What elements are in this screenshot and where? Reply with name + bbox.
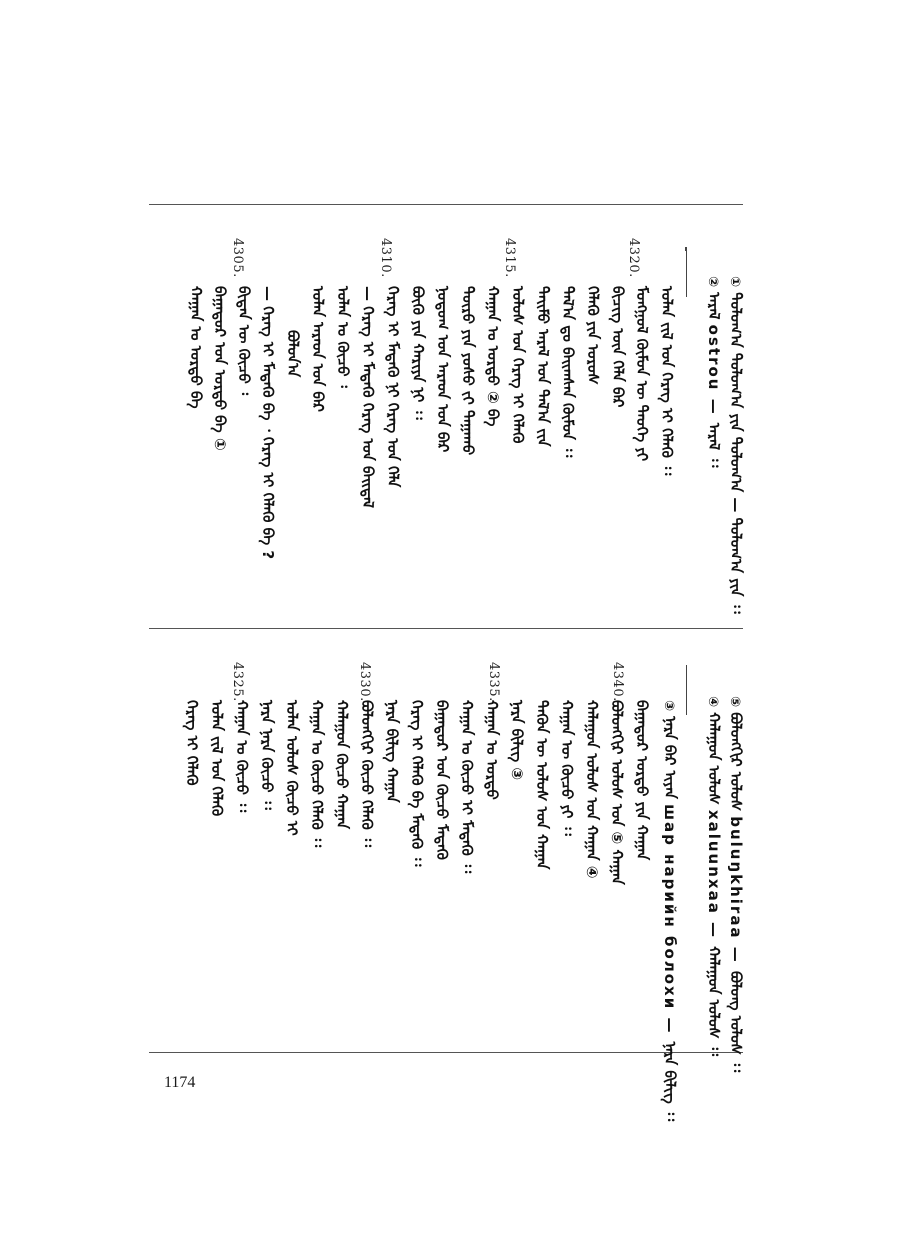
verse-line: ᠨᠠᠷᠠ ᠪᠢᠯᠢᠭ ③ xyxy=(508,700,526,781)
verse-line: ᠬᠠᠭᠠᠨ ᠦ ᠬᠦᠴᠦ ᠶᠢ ᠄᠄ xyxy=(558,700,576,836)
verse-line: ᠬᠠᠯᠠᠭᠤᠨ ᠤᠯᠤᠰ ᠤᠨ ᠬᠠᠭᠠᠨ ④ xyxy=(583,700,601,879)
top-footnote-rule xyxy=(686,247,689,297)
verse-line: ᠣᠯᠠᠨ ᠵᠢᠯ ᠤᠨ ᠬᠡᠷᠡᠭ ᠢ ᠬᠡᠯᠡᠬᠦ ᠄᠄ xyxy=(658,286,676,476)
verse-line: ᠣᠯᠠᠨ ᠤᠯᠤᠰ ᠬᠦᠴᠦ ᠢ xyxy=(283,700,301,836)
verse-line: ᠲᠠᠯ᠎ᠠ ᠳᠤ ᠪᠠᠢᠭᠰᠠᠨ ᠬᠦᠮᠦᠨ ᠄᠄ xyxy=(559,286,577,458)
verse-line: ᠣᠯᠠᠨ ᠵᠢᠯ ᠤᠨ ᠬᠡᠯᠡᠬᠦ xyxy=(208,700,226,817)
verse-line: ᠬᠡᠷᠡᠭ ᠢ ᠬᠡᠯᠡᠬᠦ xyxy=(183,700,201,786)
top-footnote-2: ② ᠠᠷᠠᠯ ostrou — ᠠᠷᠠᠯ ᠄᠄ xyxy=(705,276,723,468)
line-number: 4330. xyxy=(357,662,372,702)
verse-line: ᠣᠯᠠᠨ ᠠᠷᠠᠳ ᠤᠨ ᠪᠠᠷ xyxy=(309,286,327,412)
top-footnote-1: ① ᠲᠣᠯᠣᠭ᠎ᠠ ᠲᠣᠯᠣᠭ᠎ᠠ ᠶᠢᠨ ᠲᠣᠯᠣᠭ᠎ᠠ — ᠲᠣᠯᠣᠭ᠎ᠠ ᠶᠢᠨ ᠄᠄ xyxy=(727,276,745,614)
verse-line: ᠬᠠᠭᠠᠨ ᠤ ᠣᠷᠳᠣ ② ᠪᠠ xyxy=(484,286,502,427)
verse-line: ᠪᠤᠯᠤᠩᠬᠢᠷ ᠬᠦᠴᠦ ᠬᠡᠯᠡᠬᠦ ᠄᠄ xyxy=(358,700,376,848)
verse-line: ᠪᠣᠯᠤᠨ᠎ᠠ xyxy=(284,330,302,378)
verse-line: ᠬᠠᠭᠠᠨ ᠤ ᠬᠦᠴᠦ ᠄᠄ xyxy=(233,700,251,813)
verse-line: ᠬᠠᠭᠠᠨ ᠤ ᠣᠷᠳᠣ ᠪᠠ xyxy=(187,286,205,409)
verse-line: ᠬᠠᠭᠠᠨ ᠤ ᠬᠦᠴᠦ ᠬᠡᠯᠡᠬᠦ ᠄᠄ xyxy=(308,700,326,848)
verse-line: ᠬᠡᠯᠡᠬᠦ ᠶᠢᠨ ᠤᠷᠤᠰ xyxy=(584,286,602,385)
bottom-footnote-5: ⑤ ᠪᠤᠯᠤᠩᠬᠢᠷ ᠤᠯᠤᠰ buluŋkhiraa — ᠪᠤᠯᠤᠩ ᠤᠯᠤᠰ ᠄᠄ xyxy=(727,696,745,1073)
verse-line: ᠨᠠᠷᠠ ᠪᠢᠯᠢᠭ ᠬᠠᠭᠠᠨ xyxy=(383,700,401,803)
verse-line: ᠪᠠᠭᠠᠲᠤᠷ ᠤᠨ ᠣᠷᠳᠣ ᠪᠠ ① xyxy=(211,286,229,451)
verse-line: — ᠬᠡᠷᠡᠭ ᠢ ᠮᠡᠳᠡᠬᠦ ᠬᠡᠷᠡᠭ ᠤᠨ ᠪᠠᠢᠳᠠᠯ xyxy=(359,286,377,508)
verse-line: — ᠬᠡᠷᠡᠭ ᠢ ᠮᠡᠳᠡᠬᠦ ᠪᠠ ᠂ ᠬᠡᠷᠡᠭ ᠢ ᠬᠡᠯᠡᠬᠦ ᠪᠠ ? xyxy=(259,286,277,560)
verse-line: ᠪᠢᠴᠢᠭ ᠦᠨ ᠬᠡᠯᠡ ᠪᠡᠷ xyxy=(609,286,627,408)
verse-line: ᠬᠡᠷᠡᠭ ᠢ ᠬᠡᠯᠡᠬᠦ ᠪᠠ ᠮᠡᠳᠡᠬᠦ ᠄᠄ xyxy=(408,700,426,867)
verse-line: ᠪᠢᠳᠡᠨ ᠦ ᠬᠦᠴᠦ ᠄ xyxy=(235,286,253,396)
verse-line: ᠣᠯᠠᠨ ᠤ ᠬᠦᠴᠦ ᠄ xyxy=(334,286,352,388)
line-number: 4305. xyxy=(230,238,245,278)
bottom-rule xyxy=(149,1052,743,1053)
verse-line: ᠨᠤᠲᠤᠭ ᠤᠨ ᠠᠷᠠᠳ ᠤᠨ ᠪᠠᠷ xyxy=(434,286,452,453)
verse-line: ᠬᠠᠭᠠᠨ ᠤ ᠣᠷᠳᠣ xyxy=(483,700,501,800)
top-rule xyxy=(149,204,743,205)
line-number: 4325. xyxy=(230,662,245,702)
verse-line: ᠬᠠᠯᠠᠭᠤᠨ ᠬᠦᠴᠦ ᠬᠠᠭᠠᠨ xyxy=(333,700,351,829)
verse-line: ᠪᠠᠭᠠᠲᠤᠷ ᠤᠨ ᠬᠦᠴᠦ ᠮᠡᠳᠡᠬᠦ xyxy=(433,700,451,860)
verse-line: ᠪᠦᠬᠦ ᠶᠢᠨ ᠬᠠᠷᠢᠶᠠ ᠨᠢ ᠄᠄ xyxy=(409,286,427,420)
line-number: 4320. xyxy=(626,238,641,278)
verse-line: ᠲᠠᠢᠮᠤ ᠠᠷᠠᠯ ᠤᠨ ᠲᠠᠯ᠎ᠠ ᠵᠢᠨ xyxy=(534,286,552,447)
bottom-footnote-3: ③ ᠨᠠᠷᠠ ᠪᠠᠷ ᠢᠶᠠᠨ шар нарийн болохи — ᠨᠠᠷᠠ ᠪᠢᠯᠢᠭ ᠄᠄ xyxy=(661,700,679,1122)
line-number: 4310. xyxy=(378,238,393,278)
verse-line: ᠨᠠᠷᠠ ᠨᠠᠷᠠ ᠬᠦᠴᠦ ᠄᠄ xyxy=(258,700,276,810)
verse-line: ᠬᠡᠷᠡᠭ ᠢ ᠮᠡᠳᠡᠬᠦ ᠨᠢ ᠬᠡᠷᠡᠭ ᠤᠨ ᠬᠡᠯᠡ xyxy=(384,286,402,488)
middle-rule xyxy=(149,628,743,629)
verse-line: ᠪᠤᠯᠤᠩᠬᠢᠷ ᠤᠯᠤᠰ ᠤᠨ ⑤ ᠬᠠᠭᠠᠨ xyxy=(608,700,626,885)
verse-line: ᠲᠡᠭᠦᠨ ᠦ ᠤᠯᠤᠰ ᠤᠨ ᠬᠠᠭᠠᠨ xyxy=(533,700,551,870)
line-number: 4335. xyxy=(486,662,501,702)
verse-line: ᠮᠣᠩᠭᠣᠯ ᠬᠦᠮᠦᠨ ᠦ ᠲᠡᠦᠬᠡ ᠶᠢ xyxy=(633,286,651,462)
verse-line: ᠤᠯᠤᠰ ᠤᠨ ᠬᠡᠷᠡᠭ ᠢ ᠬᠡᠯᠡᠬᠦ xyxy=(509,286,527,444)
verse-line: ᠲᠥᠷᠥ ᠶᠢᠨ ᠶᠣᠰᠣ ᠵᠢ ᠳᠠᠭᠠᠬᠤ xyxy=(459,286,477,456)
verse-line: ᠬᠠᠭᠠᠨ ᠤ ᠬᠦᠴᠦ ᠢ ᠮᠡᠳᠡᠬᠦ ᠄᠄ xyxy=(458,700,476,874)
page-number: 1174 xyxy=(164,1074,196,1091)
bottom-footnote-4: ④ ᠬᠠᠯᠠᠭᠤᠨ ᠤᠯᠤᠰ xaluunxaa — ᠬᠠᠯᠠᠭᠤᠨ ᠤᠯᠤᠰ ᠄᠄ xyxy=(705,696,723,1057)
bottom-footnote-rule xyxy=(686,665,689,715)
verse-line: ᠪᠠᠭᠠᠲᠤᠷ ᠣᠷᠳᠣ ᠶᠢᠨ ᠬᠠᠭᠠᠨ xyxy=(633,700,651,861)
line-number: 4315. xyxy=(502,238,517,278)
line-number: 4340. xyxy=(610,662,625,702)
